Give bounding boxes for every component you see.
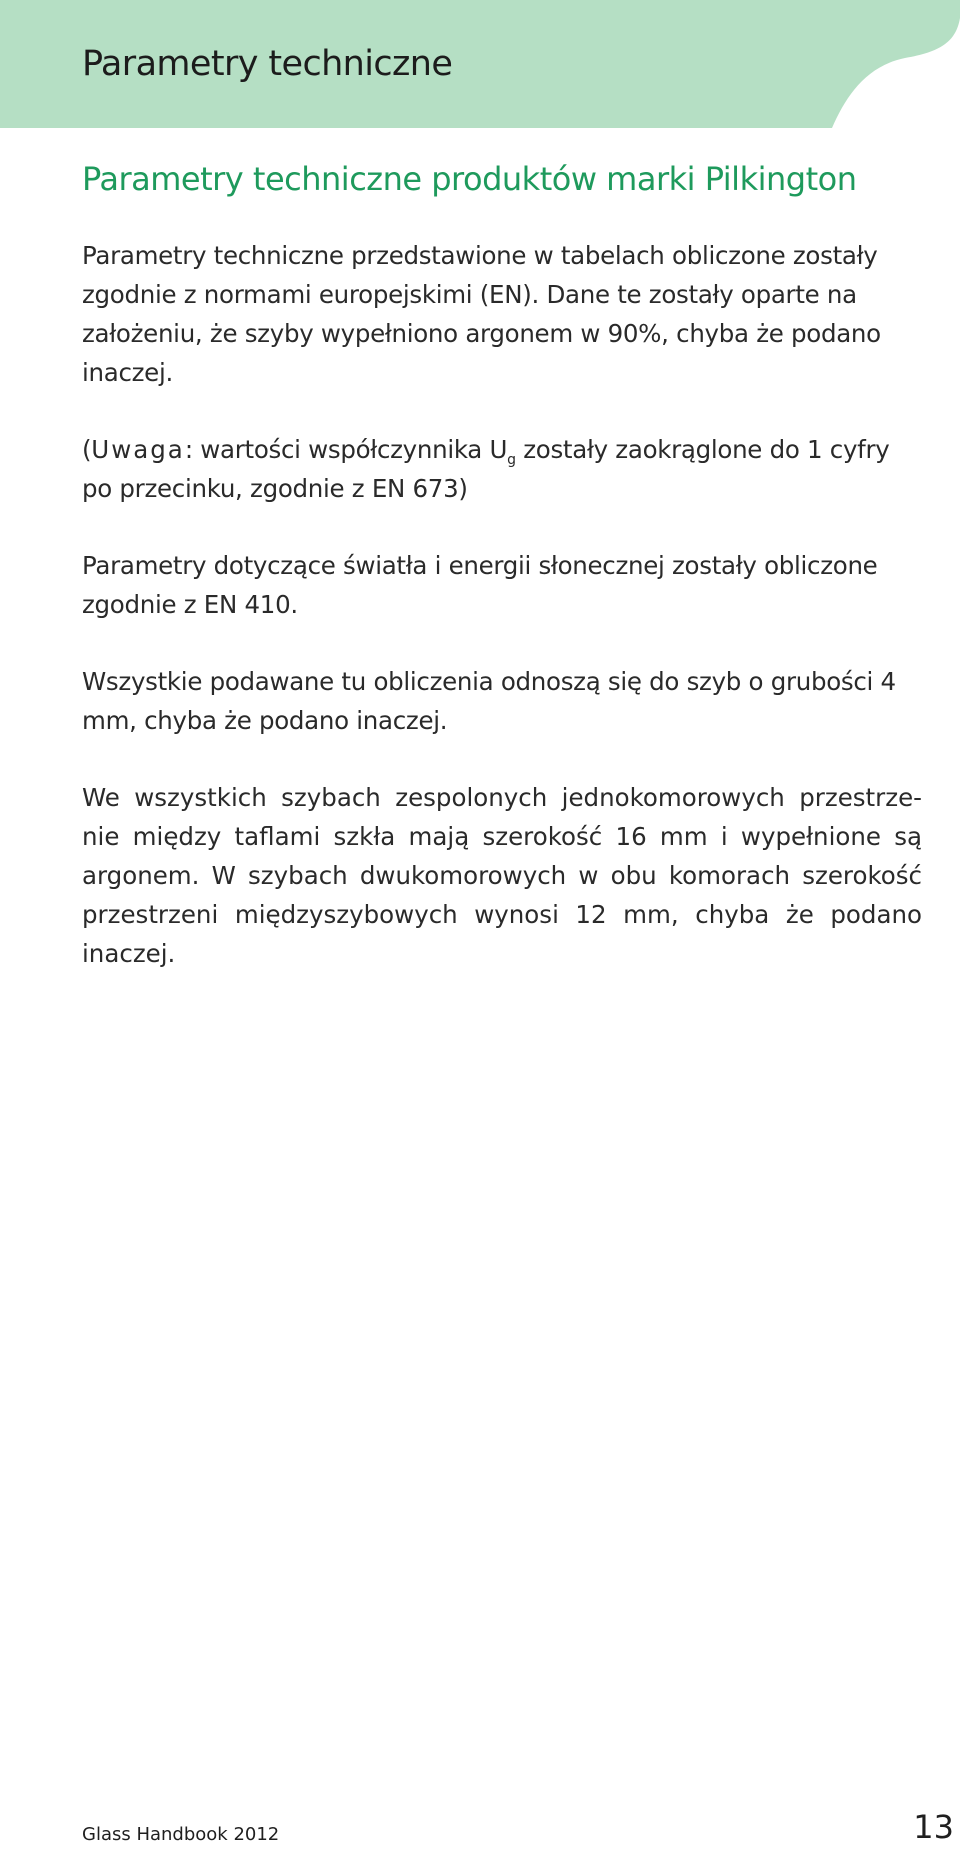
page-number: 13: [913, 1808, 954, 1846]
note-text-after: zostały zaokrąglone do 1 cyfry po przecinku, zgodnie z EN 673): [82, 435, 890, 503]
paragraph-thickness: Wszystkie podawane tu obliczenia odnoszą się do szyb o grubości 4 mm, chyba że podano inaczej.: [82, 667, 896, 735]
paragraph-spacing: We wszystkich szybach zespolonych jednokomorowych przestrze-nie między taflami szkła mają szerokość 16 mm i wypełnione są argonem. W szybach dwukomorowych w obu komorach szerokość przestrzeni międzyszybowych wynosi 12 mm, chyba że podano inaczej.: [82, 783, 922, 968]
paragraph-note: [82, 430, 922, 508]
paragraph-light-energy: Parametry dotyczące światła i energii słonecznej zostały obliczone zgodnie z EN 410.: [82, 551, 878, 619]
note-subscript: g: [507, 452, 516, 468]
paragraph-standards: Parametry techniczne przedstawione w tabelach obliczone zostały zgodnie z normami europejskimi (EN). Dane te zostały oparte na założeniu, że szyby wypełniono argonem w 90%, chyba że podano inaczej.: [82, 241, 881, 387]
note-colon: :: [184, 435, 193, 464]
page-title: Parametry techniczne: [82, 44, 453, 84]
note-label: Uwaga: [91, 435, 185, 464]
note-open-paren: (: [82, 435, 92, 464]
body-text: [82, 236, 922, 1011]
footer-label: Glass Handbook 2012: [82, 1824, 280, 1845]
section-heading: Parametry techniczne produktów marki Pilkington: [82, 160, 857, 198]
note-text-before: wartości współczynnika U: [192, 435, 508, 464]
